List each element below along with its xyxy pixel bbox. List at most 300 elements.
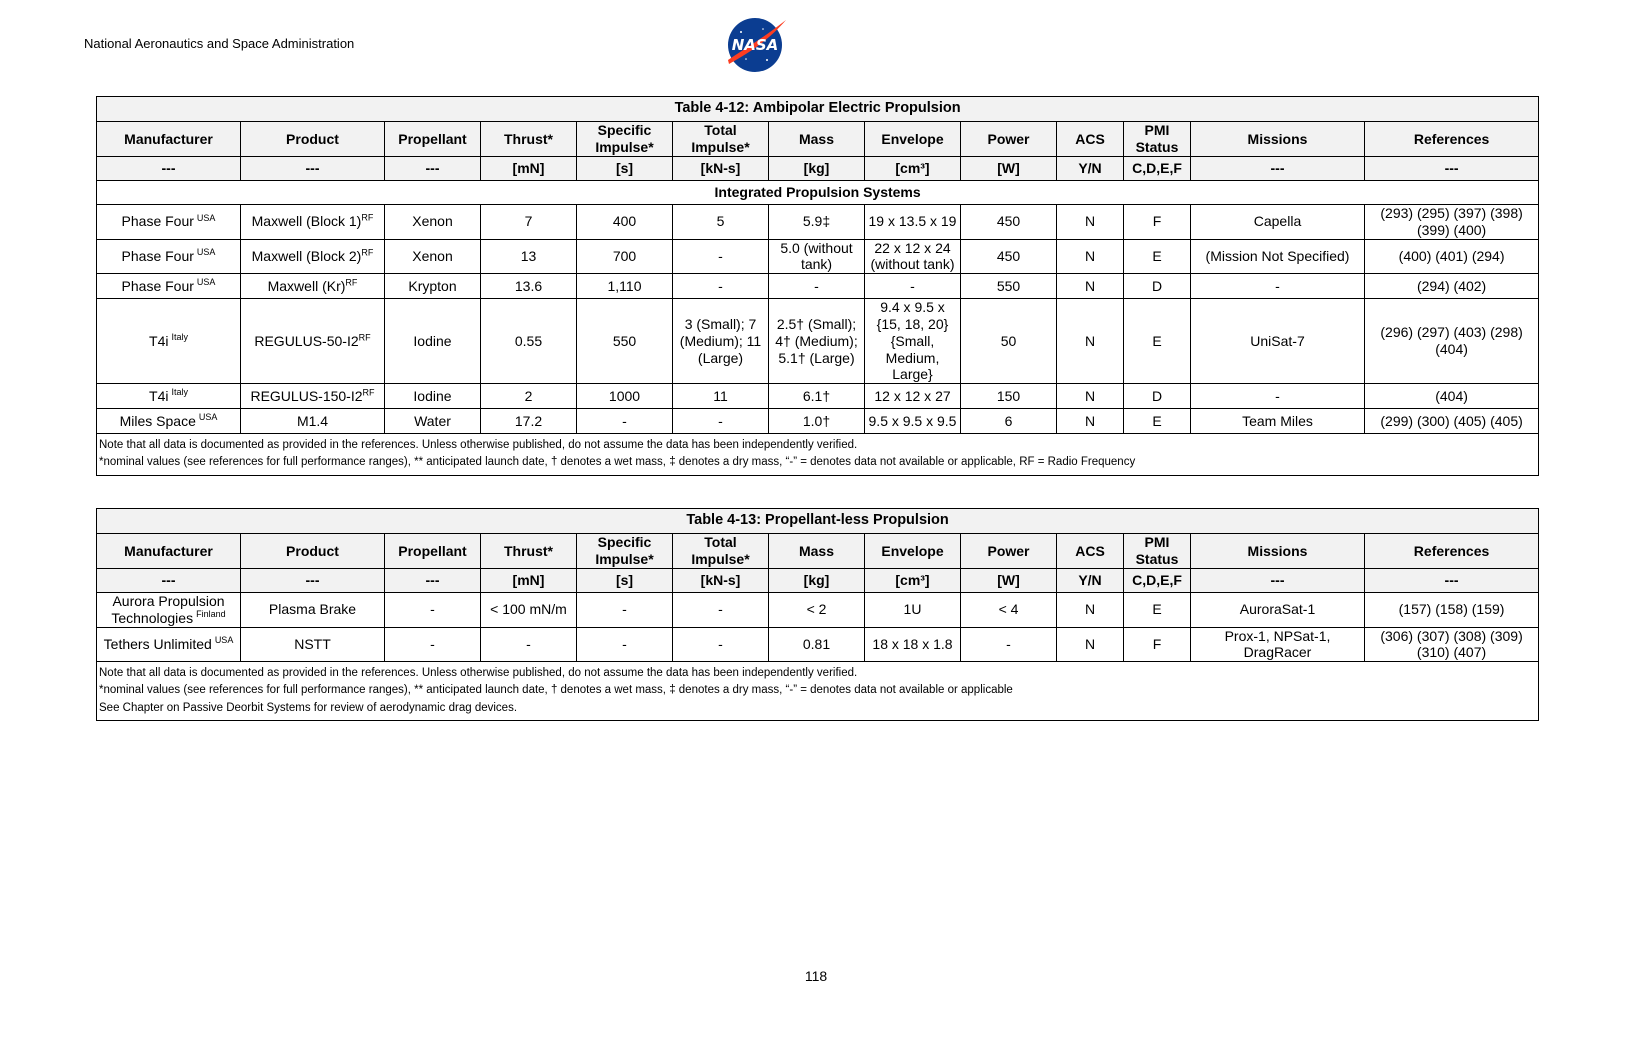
table-4-13 bbox=[96, 508, 1539, 721]
table-title-row bbox=[97, 509, 1539, 534]
table-title-row bbox=[97, 97, 1539, 122]
cell-thrust bbox=[481, 384, 577, 409]
cell-propellant bbox=[385, 299, 481, 384]
section-title: Integrated Propulsion Systems bbox=[97, 181, 1539, 205]
cell-total-impulse-text: - bbox=[718, 601, 723, 618]
cell-mfr-text: Phase Four bbox=[121, 247, 194, 264]
cell-isp bbox=[577, 205, 673, 240]
cell-power-text: 450 bbox=[996, 213, 1021, 230]
cell-pmi bbox=[1124, 274, 1191, 299]
unit-cell: C,D,E,F bbox=[1124, 157, 1191, 181]
cell-total-impulse-text: 3 (Small); 7 (Medium); 11 (Large) bbox=[679, 315, 762, 366]
cell-thrust-text: 0.55 bbox=[514, 332, 543, 349]
cell-envelope-text: 1U bbox=[903, 601, 922, 618]
column-header: Specific Impulse* bbox=[577, 534, 673, 569]
cell-missions-text: Team Miles bbox=[1242, 412, 1313, 429]
cell-envelope-text: 12 x 12 x 27 bbox=[874, 387, 951, 404]
cell-total-impulse-text: - bbox=[718, 635, 723, 652]
cell-refs-text: (157) (158) (159) bbox=[1398, 601, 1505, 618]
column-header: Mass bbox=[769, 122, 865, 157]
cell-missions-text: (Mission Not Specified) bbox=[1205, 247, 1350, 264]
cell-missions bbox=[1191, 274, 1365, 299]
unit-cell: C,D,E,F bbox=[1124, 569, 1191, 593]
table-row bbox=[97, 274, 1539, 299]
cell-missions bbox=[1191, 384, 1365, 409]
cell-missions bbox=[1191, 299, 1365, 384]
cell-total-impulse-text: - bbox=[718, 412, 723, 429]
cell-mass-text: 6.1† bbox=[802, 387, 831, 404]
cell-mass bbox=[769, 384, 865, 409]
cell-mfr bbox=[97, 274, 241, 299]
cell-mass bbox=[769, 627, 865, 662]
cell-missions-text: Prox-1, NPSat-1, DragRacer bbox=[1224, 627, 1331, 661]
cell-refs-text: (293) (295) (397) (398) (399) (400) bbox=[1380, 205, 1523, 238]
unit-cell: [kg] bbox=[769, 569, 865, 593]
cell-refs bbox=[1365, 205, 1539, 240]
cell-power-text: 150 bbox=[996, 387, 1021, 404]
section-row bbox=[97, 181, 1539, 205]
cell-envelope bbox=[865, 384, 961, 409]
unit-cell: --- bbox=[241, 569, 385, 593]
notes-row bbox=[97, 434, 1539, 476]
cell-mass bbox=[769, 299, 865, 384]
table-row bbox=[97, 299, 1539, 384]
cell-total-impulse bbox=[673, 274, 769, 299]
cell-thrust bbox=[481, 274, 577, 299]
cell-pmi-text: E bbox=[1152, 412, 1162, 429]
cell-isp-text: 550 bbox=[612, 332, 637, 349]
unit-cell: [W] bbox=[961, 157, 1057, 181]
cell-power bbox=[961, 299, 1057, 384]
cell-mfr-text: Tethers Unlimited bbox=[103, 635, 212, 652]
cell-isp-text: 1000 bbox=[608, 387, 641, 404]
cell-total-impulse bbox=[673, 593, 769, 628]
cell-acs bbox=[1057, 409, 1124, 434]
cell-envelope-text: - bbox=[910, 277, 915, 294]
cell-thrust bbox=[481, 239, 577, 274]
cell-missions-text: - bbox=[1275, 387, 1280, 404]
cell-mass bbox=[769, 593, 865, 628]
rf-superscript: RF bbox=[362, 387, 375, 398]
column-header: References bbox=[1365, 122, 1539, 157]
note-line: *nominal values (see references for full performance ranges), ** anticipated launch date, † denotes a wet mass, ‡ denotes a dry mass, “-” = denotes data not available or applicable, RF = Radio Frequency bbox=[99, 456, 1136, 469]
cell-total-impulse bbox=[673, 205, 769, 240]
cell-isp bbox=[577, 274, 673, 299]
cell-propellant-text: Water bbox=[414, 412, 451, 429]
cell-mass-text: 5.0 (without tank) bbox=[780, 239, 853, 273]
cell-acs-text: N bbox=[1084, 247, 1096, 264]
cell-thrust-text: - bbox=[526, 635, 531, 652]
cell-envelope bbox=[865, 239, 961, 274]
notes-row bbox=[97, 662, 1539, 721]
cell-missions bbox=[1191, 239, 1365, 274]
cell-refs bbox=[1365, 274, 1539, 299]
unit-cell: --- bbox=[1365, 157, 1539, 181]
cell-thrust bbox=[481, 593, 577, 628]
unit-cell: [kN-s] bbox=[673, 569, 769, 593]
cell-propellant bbox=[385, 384, 481, 409]
unit-cell: --- bbox=[97, 569, 241, 593]
cell-mfr-text: T4i bbox=[149, 332, 169, 349]
column-header: Missions bbox=[1191, 534, 1365, 569]
cell-mass bbox=[769, 205, 865, 240]
cell-envelope-text: 18 x 18 x 1.8 bbox=[872, 635, 953, 652]
cell-isp bbox=[577, 384, 673, 409]
cell-mfr-text: Aurora Propulsion Technologies bbox=[111, 593, 225, 626]
cell-refs-text: (294) (402) bbox=[1416, 277, 1487, 294]
column-header: Thrust* bbox=[481, 122, 577, 157]
cell-refs bbox=[1365, 627, 1539, 662]
cell-pmi bbox=[1124, 384, 1191, 409]
cell-envelope bbox=[865, 593, 961, 628]
cell-envelope-text: 9.4 x 9.5 x {15, 18, 20} {Small, Medium, Large} bbox=[876, 299, 949, 383]
cell-missions-text: UniSat-7 bbox=[1250, 332, 1305, 349]
column-header: Manufacturer bbox=[97, 534, 241, 569]
unit-cell: --- bbox=[1191, 157, 1365, 181]
cell-acs bbox=[1057, 384, 1124, 409]
column-header-row bbox=[97, 122, 1539, 157]
origin-superscript: Finland bbox=[196, 609, 226, 620]
cell-acs bbox=[1057, 239, 1124, 274]
cell-power bbox=[961, 409, 1057, 434]
column-header: PMI Status bbox=[1124, 122, 1191, 157]
cell-pmi-text: F bbox=[1152, 213, 1162, 230]
cell-missions bbox=[1191, 627, 1365, 662]
cell-mass-text: 5.9‡ bbox=[802, 213, 831, 230]
cell-mass-text: 2.5† (Small); 4† (Medium); 5.1† (Large) bbox=[775, 315, 858, 366]
unit-cell: --- bbox=[385, 569, 481, 593]
cell-mass-text: < 2 bbox=[806, 601, 827, 618]
cell-envelope bbox=[865, 409, 961, 434]
column-header: Total Impulse* bbox=[673, 122, 769, 157]
table-row bbox=[97, 384, 1539, 409]
unit-cell: [s] bbox=[577, 157, 673, 181]
units-row bbox=[97, 157, 1539, 181]
cell-product-text: Maxwell (Block 1) bbox=[251, 213, 362, 230]
cell-propellant-text: - bbox=[430, 601, 435, 618]
cell-acs-text: N bbox=[1084, 387, 1096, 404]
cell-mass bbox=[769, 409, 865, 434]
cell-thrust-text: 17.2 bbox=[514, 412, 543, 429]
table-row bbox=[97, 593, 1539, 628]
cell-thrust bbox=[481, 409, 577, 434]
unit-cell: --- bbox=[241, 157, 385, 181]
cell-total-impulse-text: - bbox=[718, 247, 723, 264]
origin-superscript: Italy bbox=[171, 387, 188, 398]
cell-isp bbox=[577, 239, 673, 274]
cell-propellant-text: Xenon bbox=[412, 247, 453, 264]
cell-mfr-text: T4i bbox=[149, 387, 169, 404]
rf-superscript: RF bbox=[361, 247, 374, 258]
cell-power bbox=[961, 239, 1057, 274]
cell-power bbox=[961, 205, 1057, 240]
cell-envelope bbox=[865, 627, 961, 662]
cell-product-text: NSTT bbox=[294, 635, 331, 652]
cell-missions bbox=[1191, 409, 1365, 434]
cell-envelope-text: 22 x 12 x 24 (without tank) bbox=[870, 239, 955, 273]
cell-total-impulse-text: 5 bbox=[716, 213, 725, 230]
cell-product-text: REGULUS-150-I2 bbox=[250, 387, 363, 404]
cell-thrust-text: < 100 mN/m bbox=[490, 601, 567, 618]
origin-superscript: USA bbox=[198, 412, 218, 423]
cell-mfr-text: Miles Space bbox=[119, 412, 196, 429]
rf-superscript: RF bbox=[345, 277, 358, 288]
cell-isp bbox=[577, 409, 673, 434]
page-number: 118 bbox=[804, 968, 828, 984]
cell-thrust-text: 13 bbox=[520, 247, 537, 264]
column-header: ACS bbox=[1057, 122, 1124, 157]
cell-acs-text: N bbox=[1084, 213, 1096, 230]
cell-product bbox=[241, 205, 385, 240]
cell-total-impulse bbox=[673, 409, 769, 434]
cell-thrust bbox=[481, 205, 577, 240]
cell-product-text: M1.4 bbox=[296, 412, 329, 429]
cell-propellant-text: Iodine bbox=[413, 332, 452, 349]
unit-cell: [W] bbox=[961, 569, 1057, 593]
cell-pmi-text: D bbox=[1151, 387, 1163, 404]
cell-propellant bbox=[385, 274, 481, 299]
cell-mass bbox=[769, 274, 865, 299]
unit-cell: [s] bbox=[577, 569, 673, 593]
cell-power bbox=[961, 384, 1057, 409]
cell-total-impulse-text: 11 bbox=[713, 387, 728, 404]
origin-superscript: USA bbox=[196, 277, 216, 288]
cell-propellant-text: Xenon bbox=[412, 213, 453, 230]
cell-acs bbox=[1057, 274, 1124, 299]
cell-acs-text: N bbox=[1084, 277, 1096, 294]
cell-envelope bbox=[865, 205, 961, 240]
cell-isp-text: 400 bbox=[612, 213, 637, 230]
cell-mfr bbox=[97, 239, 241, 274]
column-header: Mass bbox=[769, 534, 865, 569]
unit-cell: --- bbox=[1191, 569, 1365, 593]
cell-propellant-text: - bbox=[430, 635, 435, 652]
column-header: References bbox=[1365, 534, 1539, 569]
unit-cell: [kg] bbox=[769, 157, 865, 181]
cell-mfr bbox=[97, 409, 241, 434]
cell-pmi bbox=[1124, 239, 1191, 274]
cell-isp-text: - bbox=[622, 601, 627, 618]
origin-superscript: USA bbox=[214, 635, 234, 646]
cell-power-text: < 4 bbox=[998, 601, 1019, 618]
cell-power-text: 50 bbox=[1000, 332, 1017, 349]
cell-acs-text: N bbox=[1084, 601, 1096, 618]
cell-missions-text: AuroraSat-1 bbox=[1239, 601, 1316, 618]
cell-power bbox=[961, 627, 1057, 662]
cell-propellant bbox=[385, 409, 481, 434]
unit-cell: --- bbox=[97, 157, 241, 181]
cell-envelope bbox=[865, 299, 961, 384]
unit-cell: [cm³] bbox=[865, 157, 961, 181]
cell-missions bbox=[1191, 205, 1365, 240]
cell-isp-text: 700 bbox=[612, 247, 637, 264]
cell-product bbox=[241, 239, 385, 274]
cell-isp-text: 1,110 bbox=[607, 277, 642, 294]
cell-product-text: Maxwell (Kr) bbox=[267, 277, 346, 294]
rf-superscript: RF bbox=[361, 212, 374, 223]
cell-thrust-text: 2 bbox=[524, 387, 533, 404]
cell-refs-text: (296) (297) (403) (298) (404) bbox=[1380, 324, 1523, 358]
cell-acs-text: N bbox=[1084, 332, 1096, 349]
column-header: Envelope bbox=[865, 534, 961, 569]
cell-pmi bbox=[1124, 409, 1191, 434]
cell-mass-text: - bbox=[814, 277, 819, 294]
table-row bbox=[97, 627, 1539, 662]
cell-product bbox=[241, 627, 385, 662]
cell-isp bbox=[577, 593, 673, 628]
cell-mass-text: 1.0† bbox=[802, 412, 831, 429]
cell-envelope bbox=[865, 274, 961, 299]
cell-mfr bbox=[97, 384, 241, 409]
cell-power-text: 550 bbox=[996, 277, 1021, 294]
cell-isp bbox=[577, 299, 673, 384]
cell-acs-text: N bbox=[1084, 412, 1096, 429]
unit-cell: [cm³] bbox=[865, 569, 961, 593]
column-header: Thrust* bbox=[481, 534, 577, 569]
column-header: PMI Status bbox=[1124, 534, 1191, 569]
cell-pmi-text: E bbox=[1152, 247, 1162, 264]
cell-product bbox=[241, 384, 385, 409]
cell-product-text: Maxwell (Block 2) bbox=[251, 247, 362, 264]
column-header: Missions bbox=[1191, 122, 1365, 157]
cell-propellant-text: Krypton bbox=[408, 277, 457, 294]
cell-refs bbox=[1365, 239, 1539, 274]
column-header: Propellant bbox=[385, 534, 481, 569]
cell-thrust-text: 7 bbox=[524, 213, 533, 230]
cell-total-impulse bbox=[673, 384, 769, 409]
cell-envelope-text: 9.5 x 9.5 x 9.5 bbox=[868, 412, 957, 429]
cell-mass bbox=[769, 239, 865, 274]
origin-superscript: USA bbox=[196, 212, 216, 223]
cell-product-text: Plasma Brake bbox=[268, 601, 357, 618]
cell-refs bbox=[1365, 593, 1539, 628]
cell-mfr-text: Phase Four bbox=[121, 213, 194, 230]
cell-power bbox=[961, 274, 1057, 299]
column-header: Power bbox=[961, 122, 1057, 157]
cell-propellant bbox=[385, 205, 481, 240]
cell-power-text: 6 bbox=[1004, 412, 1013, 429]
table-4-12 bbox=[96, 96, 1539, 476]
cell-mfr bbox=[97, 205, 241, 240]
cell-total-impulse bbox=[673, 627, 769, 662]
cell-missions bbox=[1191, 593, 1365, 628]
cell-propellant bbox=[385, 239, 481, 274]
svg-text:NASA: NASA bbox=[731, 36, 779, 54]
unit-cell: [mN] bbox=[481, 157, 577, 181]
table-row bbox=[97, 409, 1539, 434]
cell-product bbox=[241, 274, 385, 299]
cell-propellant bbox=[385, 593, 481, 628]
cell-envelope-text: 19 x 13.5 x 19 bbox=[868, 213, 957, 230]
column-header: Product bbox=[241, 122, 385, 157]
cell-thrust bbox=[481, 299, 577, 384]
cell-thrust bbox=[481, 627, 577, 662]
unit-cell: Y/N bbox=[1057, 157, 1124, 181]
note-line: *nominal values (see references for full performance ranges), ** anticipated launch date, † denotes a wet mass, ‡ denotes a dry mass, “-” = denotes data not available or applicable bbox=[99, 684, 1013, 697]
cell-product bbox=[241, 593, 385, 628]
cell-isp-text: - bbox=[622, 635, 627, 652]
cell-missions-text: - bbox=[1275, 277, 1280, 294]
origin-superscript: USA bbox=[196, 247, 216, 258]
cell-refs-text: (299) (300) (405) (405) bbox=[1380, 412, 1523, 429]
cell-pmi-text: E bbox=[1152, 601, 1162, 618]
table-title: Table 4-12: Ambipolar Electric Propulsion bbox=[97, 97, 1539, 122]
table-title: Table 4-13: Propellant-less Propulsion bbox=[97, 509, 1539, 534]
cell-pmi bbox=[1124, 205, 1191, 240]
column-header-row bbox=[97, 534, 1539, 569]
cell-power-text: 450 bbox=[996, 247, 1021, 264]
note-line: See Chapter on Passive Deorbit Systems for review of aerodynamic drag devices. bbox=[99, 701, 518, 714]
nasa-logo bbox=[723, 12, 787, 76]
cell-refs bbox=[1365, 299, 1539, 384]
origin-superscript: Italy bbox=[171, 332, 188, 343]
column-header: ACS bbox=[1057, 534, 1124, 569]
cell-pmi bbox=[1124, 299, 1191, 384]
cell-product-text: REGULUS-50-I2 bbox=[254, 332, 359, 349]
cell-pmi bbox=[1124, 593, 1191, 628]
note-line: Note that all data is documented as provided in the references. Unless otherwise published, do not assume the data has been independently verified. bbox=[99, 439, 858, 452]
units-row bbox=[97, 569, 1539, 593]
cell-refs-text: (404) bbox=[1435, 387, 1468, 404]
column-header: Propellant bbox=[385, 122, 481, 157]
cell-mfr-text: Phase Four bbox=[121, 277, 194, 294]
cell-thrust-text: 13.6 bbox=[514, 277, 543, 294]
cell-refs bbox=[1365, 409, 1539, 434]
cell-mfr bbox=[97, 593, 241, 628]
unit-cell: Y/N bbox=[1057, 569, 1124, 593]
cell-acs bbox=[1057, 205, 1124, 240]
note-line: Note that all data is documented as provided in the references. Unless otherwise published, do not assume the data has been independently verified. bbox=[99, 667, 858, 680]
table-row bbox=[97, 239, 1539, 274]
org-name: National Aeronautics and Space Administration bbox=[84, 36, 355, 51]
cell-mass-text: 0.81 bbox=[802, 635, 831, 652]
unit-cell: [kN-s] bbox=[673, 157, 769, 181]
cell-missions-text: Capella bbox=[1253, 213, 1302, 230]
column-header: Specific Impulse* bbox=[577, 122, 673, 157]
column-header: Total Impulse* bbox=[673, 534, 769, 569]
cell-acs bbox=[1057, 593, 1124, 628]
cell-total-impulse bbox=[673, 239, 769, 274]
cell-pmi-text: D bbox=[1151, 277, 1163, 294]
cell-pmi bbox=[1124, 627, 1191, 662]
cell-isp bbox=[577, 627, 673, 662]
cell-propellant bbox=[385, 627, 481, 662]
cell-total-impulse bbox=[673, 299, 769, 384]
cell-propellant-text: Iodine bbox=[413, 387, 452, 404]
cell-pmi-text: F bbox=[1152, 635, 1162, 652]
cell-refs-text: (306) (307) (308) (309) (310) (407) bbox=[1380, 627, 1523, 661]
cell-product bbox=[241, 299, 385, 384]
unit-cell: --- bbox=[385, 157, 481, 181]
notes-cell bbox=[97, 662, 1539, 721]
cell-product bbox=[241, 409, 385, 434]
cell-total-impulse-text: - bbox=[718, 277, 723, 294]
cell-mfr bbox=[97, 627, 241, 662]
column-header: Power bbox=[961, 534, 1057, 569]
cell-acs bbox=[1057, 627, 1124, 662]
cell-acs bbox=[1057, 299, 1124, 384]
cell-mfr bbox=[97, 299, 241, 384]
unit-cell: [mN] bbox=[481, 569, 577, 593]
unit-cell: --- bbox=[1365, 569, 1539, 593]
cell-power-text: - bbox=[1006, 635, 1011, 652]
rf-superscript: RF bbox=[358, 332, 371, 343]
cell-power bbox=[961, 593, 1057, 628]
cell-refs-text: (400) (401) (294) bbox=[1398, 247, 1505, 264]
cell-pmi-text: E bbox=[1152, 332, 1162, 349]
column-header: Manufacturer bbox=[97, 122, 241, 157]
cell-isp-text: - bbox=[622, 412, 627, 429]
